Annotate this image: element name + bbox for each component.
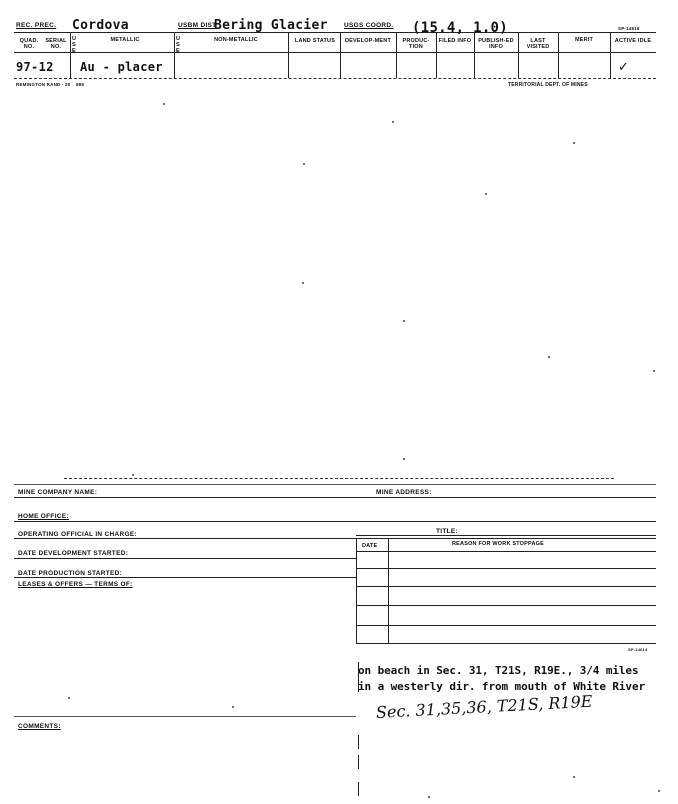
mine-address-label: MINE ADDRESS:	[376, 489, 432, 496]
col-published-info: PUBLISH-ED INFO	[478, 38, 514, 50]
header-col-line	[14, 52, 656, 53]
department-name: TERRITORIAL DEPT. OF MINES	[508, 82, 588, 88]
lower-top-dashed-line	[64, 478, 614, 479]
date-prod-started-label: DATE PRODUCTION STARTED:	[18, 570, 123, 577]
date-prod-line	[14, 577, 356, 578]
form-number-bottom: SP-14614	[628, 647, 648, 652]
record-quad-serial: 97-12	[16, 60, 54, 74]
printer-name: REMINGTON RAND · 20	[16, 82, 71, 87]
record-bottom-dashed-line	[14, 78, 656, 79]
active-idle-check: ✓	[618, 60, 629, 75]
col-active-idle: ACTIVE IDLE	[614, 38, 652, 44]
col-sep-4	[340, 33, 341, 78]
col-sep-8	[518, 33, 519, 78]
scan-speck	[573, 776, 575, 778]
handwritten-legal-description: Sec. 31,35,36, T21S, R19E	[375, 691, 593, 722]
record-metallic: Au - placer	[80, 60, 163, 74]
scan-speck	[302, 282, 304, 284]
scan-speck	[428, 796, 430, 798]
comments-right-mark-1	[358, 735, 359, 749]
leases-label: LEASES & OFFERS — TERMS OF:	[18, 581, 133, 588]
col-sep-6	[436, 33, 437, 78]
stoppage-table-top	[356, 535, 656, 536]
comments-label: COMMENTS:	[18, 723, 61, 730]
comments-right-mark-3	[358, 782, 359, 796]
reason-column-header: REASON FOR WORK STOPPAGE	[452, 541, 544, 547]
col-filed-info: FILED INFO	[438, 38, 472, 44]
mine-company-name-label: MINE COMPANY NAME:	[18, 489, 98, 496]
stoppage-left-border	[356, 538, 357, 644]
col-merit: MERIT	[574, 37, 594, 43]
scan-speck	[68, 697, 70, 699]
usbm-dist-value: Bering Glacier	[214, 18, 328, 33]
col-quad-no: QUAD. NO.	[19, 38, 39, 50]
date-dev-line	[14, 558, 356, 559]
rec-prec-value: Cordova	[72, 18, 129, 33]
mine-company-line	[14, 497, 656, 498]
stoppage-row-4	[356, 605, 656, 606]
scan-speck	[658, 790, 660, 792]
col-sep-2	[174, 33, 175, 78]
notes-line-2: in a westerly dir. from mouth of White River	[358, 680, 645, 693]
col-non-metallic: NON-METALLIC	[214, 37, 258, 43]
scan-speck	[163, 103, 165, 105]
scan-speck	[403, 320, 405, 322]
home-office-line	[14, 521, 656, 522]
col-land-status: LAND STATUS	[294, 38, 336, 44]
comments-top-rule	[14, 716, 356, 717]
col-last-visited: LAST VISITED	[526, 38, 550, 50]
scan-speck	[485, 193, 487, 195]
col-sep-1	[70, 33, 71, 78]
col-use-1: USE	[72, 36, 77, 54]
stoppage-row-2	[356, 568, 656, 569]
usgs-coord-value: (15.4, 1.0)	[412, 20, 509, 36]
printer-mark	[16, 82, 84, 88]
form-number: SP-14616	[618, 26, 640, 31]
home-office-label: HOME OFFICE:	[18, 513, 69, 520]
scan-speck	[303, 163, 305, 165]
col-serial-no: SERIAL NO.	[45, 38, 67, 50]
operating-official-line	[14, 538, 656, 539]
header-top-line	[14, 32, 656, 33]
scan-speck	[232, 706, 234, 708]
scan-speck	[403, 458, 405, 460]
stoppage-row-1	[356, 551, 656, 552]
lower-top-rule	[14, 484, 656, 485]
usgs-coord-label: USGS COORD.	[344, 22, 394, 29]
col-sep-5	[396, 33, 397, 78]
stoppage-row-6	[356, 643, 656, 644]
comments-right-mark-2	[358, 755, 359, 769]
stoppage-row-5	[356, 625, 656, 626]
title-label: TITLE:	[436, 528, 459, 535]
col-use-2: USE	[176, 36, 181, 54]
scan-speck	[548, 356, 550, 358]
operating-official-label: OPERATING OFFICIAL IN CHARGE:	[18, 531, 137, 538]
printer-code: 888	[75, 82, 85, 87]
col-metallic: METALLIC	[110, 37, 140, 43]
col-sep-7	[474, 33, 475, 78]
usbm-dist-label: USBM DIST	[178, 22, 217, 29]
col-sep-9	[558, 33, 559, 78]
stoppage-row-3	[356, 586, 656, 587]
scan-speck	[132, 474, 134, 476]
scan-speck	[392, 121, 394, 123]
col-sep-10	[610, 33, 611, 78]
col-production: PRODUC-TION	[402, 38, 430, 50]
date-column-header: DATE	[362, 543, 378, 549]
notes-line-1: on beach in Sec. 31, T21S, R19E., 3/4 miles	[358, 664, 639, 677]
scan-speck	[573, 142, 575, 144]
notes-left-mark-1	[358, 662, 359, 692]
date-dev-started-label: DATE DEVELOPMENT STARTED:	[18, 550, 129, 557]
stoppage-date-sep	[388, 538, 389, 644]
scan-speck	[653, 370, 655, 372]
col-sep-3	[288, 33, 289, 78]
col-development: DEVELOP-MENT	[344, 38, 392, 44]
rec-prec-label: REC. PREC.	[16, 22, 57, 29]
